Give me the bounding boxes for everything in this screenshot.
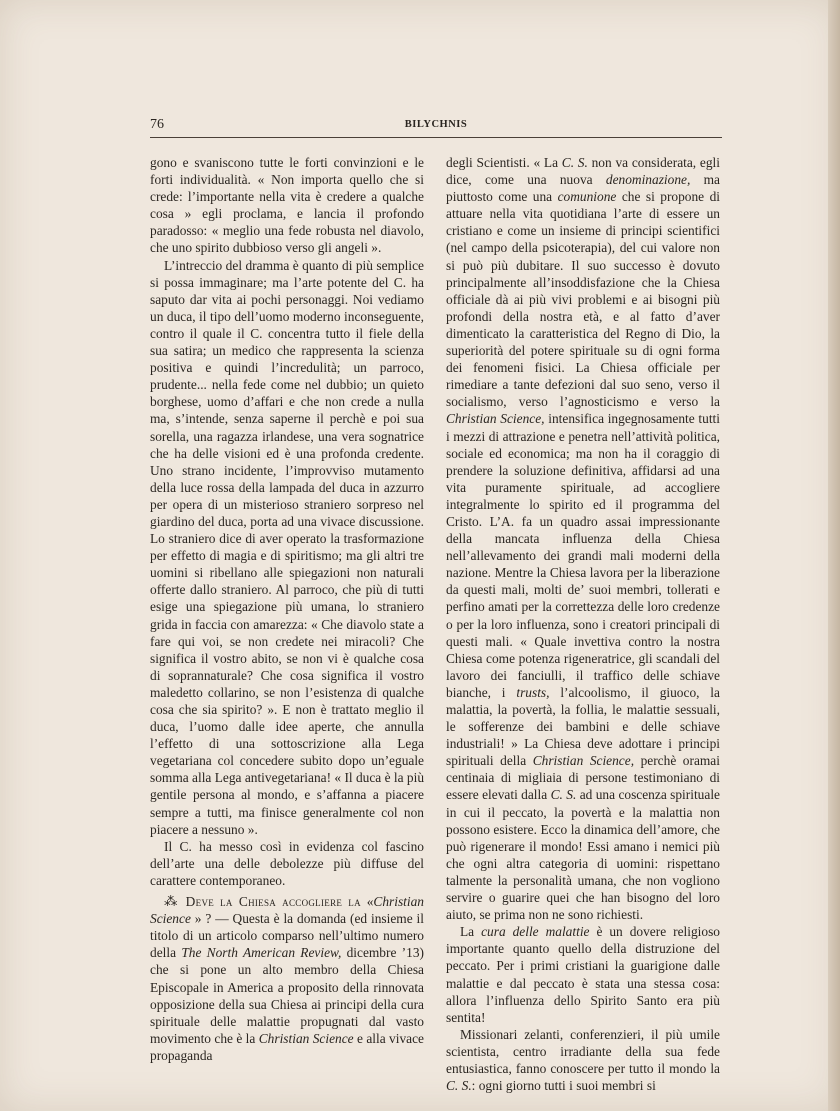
text-run: intensifica ingegnosamente tutti i mezzi di attrazione e penetra nell’attività politica, sociale ed economica; ma non ha il coraggio di prendere la soluzione definitiva, affidarsi ad una vita puramente spirituale, ad accogliere integralmente lo spirito ed il programma del Cristo. L’A. fa un quadro assai impressionante della mancata influenza della Chiesa nell’allevamento dei grandi mali moderni della nazione. Mentre la Chiesa lavora per la liberazione da questi mali, molti de’ suoi membri, tollerati e perfino amati per la correttezza delle loro credenze o per la loro influenza, sono i creatori principali di questi mali. « Quale invettiva contro la nostra Chiesa come potenza rigeneratrice, gli scandali del lavoro dei fanciulli, il traffico delle schiave bianche, i: [446, 411, 720, 700]
italic-christian-science-title: Christian Science: [150, 894, 424, 927]
text-run: La: [460, 924, 475, 940]
paragraph-scientists: [446, 154, 720, 923]
text-run: perchè oramai centinaia di migliaia di persone testimoniano di essere elevati dalla: [446, 753, 720, 803]
italic-denominazione: denominazione,: [605, 172, 691, 188]
paragraph-missionari: [446, 1026, 720, 1094]
section-text-end: e alla vivace propaganda: [150, 1030, 424, 1063]
paragraph-cura: [446, 923, 720, 1026]
page-edge: [828, 0, 840, 1111]
text-run: l’alcoolismo, il giuoco, la malattia, la povertà, la follia, le malattie sessuali, le sofferenze dei bambini e delle schiave industriali! » La Chiesa deve adottare i principi spirituali della: [446, 684, 720, 769]
open-quote: «: [366, 894, 374, 910]
paragraph-section-start: [150, 893, 424, 1064]
italic-cura-delle-malattie: cura delle malattie: [481, 924, 590, 940]
italic-review-title: The North American Review,: [181, 945, 342, 961]
paragraph-plot: L’intreccio del dramma è quanto di più semplice si possa immaginare; ma l’arte potente del C. ha saputo dar vita ai pochi personaggi. Noi vediamo un duca, il tipo dell’uomo moderno inconseguente, contro il quale il C. concentra tutto il fiele della sua satira; un medico che rappresenta la scienza positiva e quindi l’incredulità; un parroco, prudente... nella fede come nel dubbio; un quieto borghese, uomo d’affari e che non crede a nulla ma, s’intende, senza saperne il perchè e poi sua sorella, una ragazza irlandese, una vera sognatrice che ha delle visioni ed è una profonda credente. Uno strano incidente, l’improvviso mutamento della luce rossa della lampada del duca in azzurro per opera di un misterioso straniero sorpreso nel giardino del duca, porta ad una vivace discussione. Lo straniero dice di aver operato la trasformazione per effetto di magia e di spiritismo; ma gli altri tre uomini si ribellano alle spiegazioni non naturali offerte dallo straniero. Al parroco, che più di tutti esige una spiegazione più umana, lo straniero grida in faccia con amarezza: « Che diavolo state a fare qui voi, se non credete nei miracoli? Che significa il vostro abito, se non vi è qualche cosa di soprannaturale? Che cosa significa il vostro maledetto collarino, se non l’esistenza di qualche cosa che sia spirito? ». E non è trattato meglio il duca, l’uomo dalle idee aperte, che annulla l’effetto di una sottoscrizione alla Lega vegetariana col concedere subito dopo un’eguale somma alla Lega antivegetariana! « Il duca è la più gentile persona al mondo, e s’affanna a piacere sempre a tutti, ma finisce generalmente col non piacere a nessuno ».: [150, 257, 425, 837]
text-run: degli Scientisti. « La: [446, 155, 559, 170]
italic-christian-science: Christian Science: [258, 1030, 354, 1046]
text-run: è un dovere religioso importante quanto quello della distruzione del peccato. Per i primi cristiani la guarigione dalle malattie e dal peccato è stata una stessa cosa: allora l’influenza dello Spirito Santo era più sentita!: [446, 924, 720, 1025]
asterism: ⁂: [164, 894, 180, 910]
italic-cs: C. S.: [561, 155, 588, 170]
section-text: » ? — Questa è la domanda (ed insieme il titolo di un articolo comparso nell’ultimo numero della: [150, 911, 424, 961]
italic-comunione: comunione: [557, 189, 617, 205]
italic-cs: C. S.: [550, 787, 577, 803]
italic-christian-science: Christian Science,: [446, 411, 545, 427]
section-heading: Deve la Chiesa accogliere la: [185, 894, 361, 910]
text-run: non va considerata, egli dice, come una nuova: [446, 155, 720, 188]
running-head: [150, 117, 722, 137]
italic-trusts: trusts,: [516, 684, 550, 700]
paragraph-conclusion: Il C. ha messo così in evidenza col fascino dell’arte una delle debolezze più diffuse del carattere contemporaneo.: [150, 838, 424, 888]
right-column: [446, 154, 720, 1094]
italic-cs: C. S.: [446, 1078, 472, 1094]
text-run: che si propone di attuare nella vita quotidiana l’arte di essere un cristiano e come un insieme di principi scientifici (nel campo della psicoterapia), del cui valore non si può più dubitare. Il suo successo è dovuto principalmente all’insoddisfazione che la Chiesa officiale dà ai più vivi problemi e ai bisogni più profondi della nostra età, e al fatto d’aver dimenticato la caratteristica del Regno di Dio, la superiorità del potere spirituale su di ogni forma dei fenomeni fisici. La Chiesa officiale per rimediare a tante defezioni dal suo seno, verso il socialismo, verso l’agnosticismo e verso la: [446, 189, 721, 410]
section-text-2: dicembre ’13) che si pone un alto membro della Chiesa Episcopale in America a proposito della rinnovata opposizione della sua Chiesa ai principi della cura spirituale delle malattie propugnati dal vasto movimento che è la: [150, 945, 424, 1046]
text-run: : ogni giorno tutti i suoi membri si: [471, 1078, 656, 1094]
left-column: [150, 154, 424, 1064]
paragraph-continued: gono e svaniscono tutte le forti convinzioni e le forti individualità. « Non importa quello che si crede: l’importante nella vita è credere a qualche cosa » egli proclama, e lancia il profondo paradosso: « meglio una fede robusta nel diavolo, che uno spirito dubbioso verso gli angeli ».: [150, 155, 424, 256]
text-run: ma piuttosto come una: [446, 172, 720, 205]
text-run: ad una coscenza spirituale in cui il peccato, la povertà e la malattia non possono esistere. Ecco la dinamica dell’amore, che può rigenerare il mondo! Essi amano i nemici più che ogni altra categoria di uomini: rispettano talmente la personalità umana, che non vogliono servire o guarire quei che han bisogno del loro aiuto, se prima non ne sono richiesti.: [446, 787, 720, 923]
italic-christian-science: Christian Science,: [532, 753, 635, 769]
header-rule: [150, 137, 722, 138]
text-run: Missionari zelanti, conferenzieri, il più umile scientista, centro irradiante della sua fede entusiastica, fanno conoscere per tutto il mondo la: [446, 1026, 720, 1076]
page-number: 76: [150, 117, 164, 132]
journal-title: BILYCHNIS: [404, 119, 468, 130]
